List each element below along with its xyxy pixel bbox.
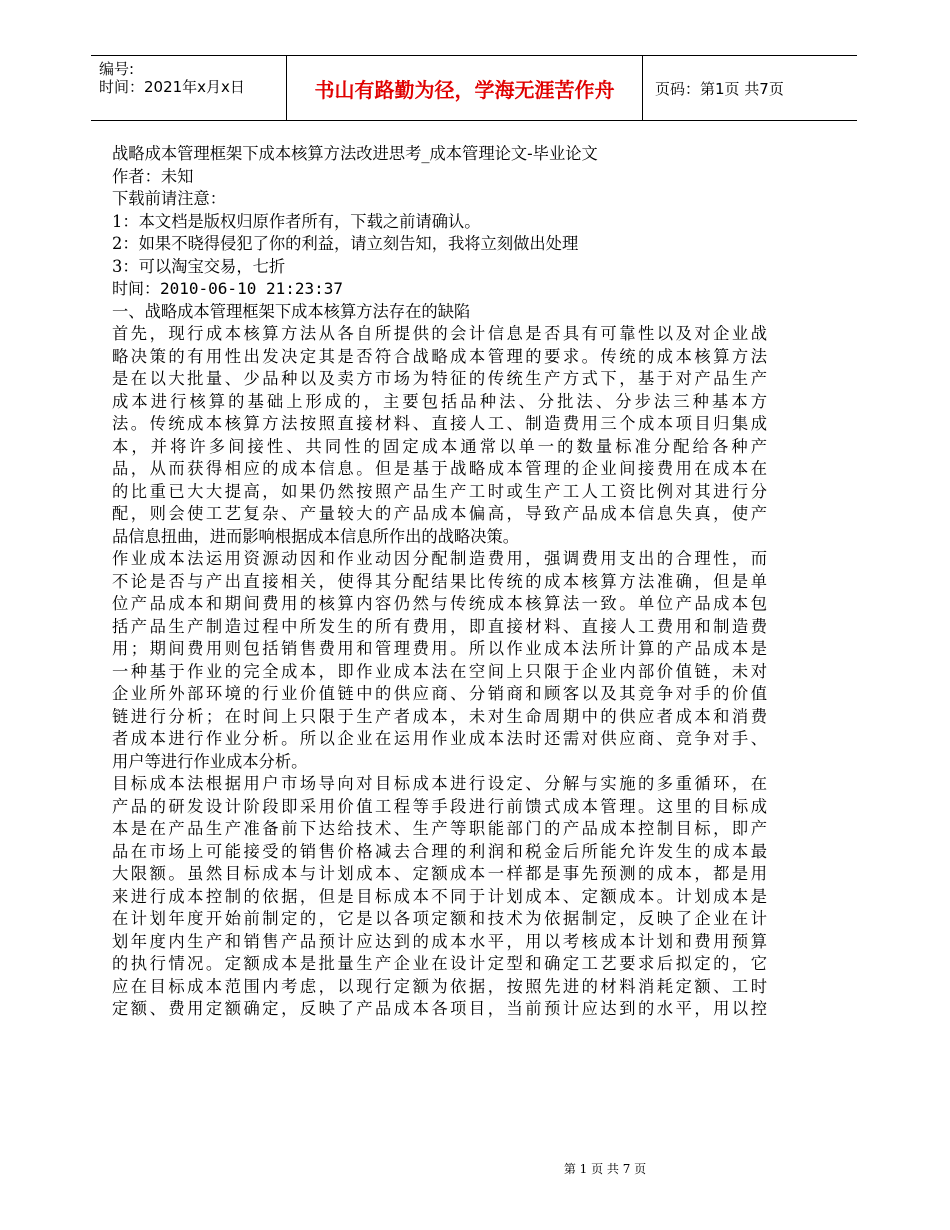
paragraph-line: 的执行情况。定额成本是批量生产企业在设计定型和确定工艺要求后拟定的，它 (112, 954, 767, 973)
page-header (91, 55, 857, 121)
paragraph-line: 品在市场上可能接受的销售价格减去合理的利润和税金后所能允许发生的成本最 (112, 841, 767, 861)
paragraph-line: 是在以大批量、少品种以及卖方市场为特征的传统生产方式下，基于对产品生产 (112, 369, 767, 388)
notice-item: 3：可以淘宝交易，七折 (112, 256, 286, 276)
header-page-info: 页码：第1页 共7页 (655, 79, 784, 98)
paragraph-line: 本，并将许多间接性、共同性的固定成本通常以单一的数量标准分配给各种产 (112, 436, 767, 456)
paragraph-line: 大限额。虽然目标成本与计划成本、定额成本一样都是事先预测的成本，都是用 (112, 864, 767, 883)
paragraph-line: 在计划年度开始前制定的，它是以各项定额和技术为依据制定，反映了企业在计 (112, 909, 767, 928)
paragraph-line: 品，从而获得相应的成本信息。但是基于战略成本管理的企业间接费用在成本在 (112, 459, 767, 478)
paragraph-line: 的比重已大大提高，如果仍然按照产品生产工时或生产工人工资比例对其进行分 (112, 481, 767, 501)
paragraph-line: 法。传统成本核算方法按照直接材料、直接人工、制造费用三个成本项目归集成 (112, 414, 767, 433)
paragraph-line: 划年度内生产和销售产品预计应达到的成本水平，用以考核成本计划和费用预算 (112, 931, 767, 951)
paragraph-line: 来进行成本控制的依据，但是目标成本不同于计划成本、定额成本。计划成本是 (112, 886, 767, 906)
paragraph-line: 括产品生产制造过程中所发生的所有费用，即直接材料、直接人工费用和制造费 (112, 616, 767, 636)
paragraph-line: 产品的研发设计阶段即采用价值工程等手段进行前馈式成本管理。这里的目标成 (112, 796, 767, 816)
paragraph-line: 应在目标成本范围内考虑，以现行定额为依据，按照先进的材料消耗定额、工时 (112, 976, 767, 996)
notice-item: 2：如果不晓得侵犯了你的利益，请立刻告知，我将立刻做出处理 (112, 234, 579, 253)
document-number-label: 编号: (99, 60, 135, 78)
paragraph-line: 目标成本法根据用户市场导向对目标成本进行设定、分解与实施的多重循环，在 (112, 774, 767, 793)
page-footer: 第 1 页 共 7 页 (563, 1162, 647, 1176)
document-author: 作者：未知 (112, 166, 194, 186)
paragraph-2 (112, 548, 767, 773)
paragraph-line: 企业所外部环境的行业价值链中的供应商、分销商和顾客以及其竞争对手的价值 (112, 684, 767, 703)
paragraph-line: 链进行分析；在时间上只限于生产者成本，未对生命周期中的供应者成本和消费 (112, 706, 767, 726)
paragraph-line: 成本进行核算的基础上形成的，主要包括品种法、分批法、分步法三种基本方 (112, 391, 767, 411)
paragraph-line: 配，则会使工艺复杂、产量较大的产品成本偏高，导致产品成本信息失真，使产 (112, 504, 767, 523)
section-heading: 一、战略成本管理框架下成本核算方法存在的缺陷 (112, 301, 471, 321)
paragraph-3 (112, 773, 767, 1021)
paragraph-line: 者成本进行作业分析。所以企业在运用作业成本法时还需对供应商、竞争对手、 (112, 729, 767, 748)
document-time-label: 时间：2021年x月x日 (99, 78, 245, 96)
paragraph-line: 品信息扭曲，进而影响根据成本信息所作出的战略决策。 (112, 526, 520, 546)
paragraph-line: 本是在产品生产准备前下达给技术、生产等职能部门的产品成本控制目标，即产 (112, 819, 767, 838)
document-title: 战略成本管理框架下成本核算方法改进思考_成本管理论文-毕业论文 (112, 144, 598, 163)
paragraph-line: 位产品成本和期间费用的核算内容仍然与传统成本核算法一致。单位产品成本包 (112, 594, 767, 613)
paragraph-line: 定额、费用定额确定，反映了产品成本各项目，当前预计应达到的水平，用以控 (112, 999, 767, 1018)
paragraph-line: 不论是否与产出直接相关，使得其分配结果比传统的成本核算方法准确，但是单 (112, 571, 767, 591)
header-meta (91, 56, 286, 120)
document-body (112, 143, 767, 1021)
paragraph-line: 作业成本法运用资源动因和作业动因分配制造费用，强调费用支出的合理性，而 (112, 549, 767, 568)
header-motto: 书山有路勤为径，学海无涯苦作舟 (286, 56, 643, 120)
notice-item: 1：本文档是版权归原作者所有，下载之前请确认。 (112, 211, 481, 231)
paragraph-1 (112, 323, 767, 548)
document-time: 时间：2010-06-10 21:23:37 (112, 279, 344, 298)
notice-title: 下载前请注意： (112, 189, 226, 208)
paragraph-line: 用；期间费用则包括销售费用和管理费用。所以作业成本法所计算的产品成本是 (112, 639, 767, 658)
paragraph-line: 用户等进行作业成本分析。 (112, 751, 308, 771)
paragraph-line: 首先，现行成本核算方法从各自所提供的会计信息是否具有可靠性以及对企业战 (112, 324, 767, 343)
paragraph-line: 一种基于作业的完全成本，即作业成本法在空间上只限于企业内部价值链，未对 (112, 661, 767, 681)
paragraph-line: 略决策的有用性出发决定其是否符合战略成本管理的要求。传统的成本核算方法 (112, 346, 767, 366)
